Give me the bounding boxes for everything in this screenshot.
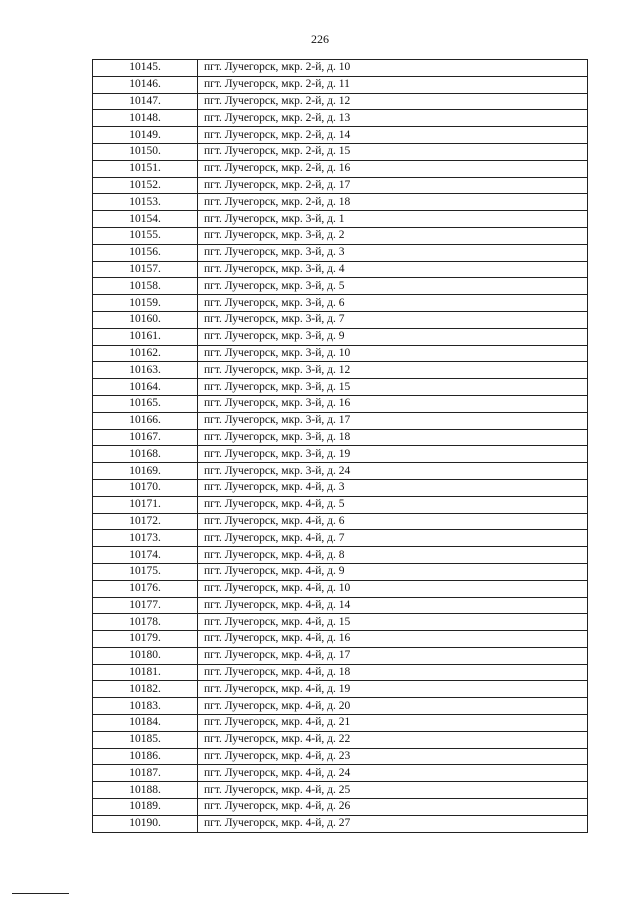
table-row (93, 93, 588, 110)
address-cell: пгт. Лучегорск, мкр. 3-й, д. 5 (198, 278, 588, 295)
row-number-cell: 10187. (93, 765, 198, 782)
table-row (93, 799, 588, 816)
row-number-cell: 10154. (93, 211, 198, 228)
address-cell: пгт. Лучегорск, мкр. 4-й, д. 17 (198, 647, 588, 664)
row-number-cell: 10162. (93, 345, 198, 362)
address-cell: пгт. Лучегорск, мкр. 3-й, д. 4 (198, 261, 588, 278)
address-cell: пгт. Лучегорск, мкр. 3-й, д. 10 (198, 345, 588, 362)
table-row (93, 194, 588, 211)
row-number-cell: 10176. (93, 580, 198, 597)
table-row (93, 76, 588, 93)
row-number-cell: 10182. (93, 681, 198, 698)
row-number-cell: 10170. (93, 479, 198, 496)
address-cell: пгт. Лучегорск, мкр. 4-й, д. 20 (198, 698, 588, 715)
address-cell: пгт. Лучегорск, мкр. 3-й, д. 3 (198, 244, 588, 261)
row-number-cell: 10169. (93, 463, 198, 480)
address-cell: пгт. Лучегорск, мкр. 3-й, д. 7 (198, 311, 588, 328)
table-row (93, 110, 588, 127)
row-number-cell: 10173. (93, 530, 198, 547)
row-number-cell: 10177. (93, 597, 198, 614)
table-row (93, 647, 588, 664)
address-cell: пгт. Лучегорск, мкр. 2-й, д. 14 (198, 127, 588, 144)
address-cell: пгт. Лучегорск, мкр. 4-й, д. 26 (198, 799, 588, 816)
table-body (93, 60, 588, 833)
row-number-cell: 10159. (93, 295, 198, 312)
row-number-cell: 10157. (93, 261, 198, 278)
row-number-cell: 10150. (93, 143, 198, 160)
address-cell: пгт. Лучегорск, мкр. 3-й, д. 17 (198, 412, 588, 429)
table-row (93, 446, 588, 463)
table-row (93, 261, 588, 278)
table-row (93, 412, 588, 429)
address-cell: пгт. Лучегорск, мкр. 4-й, д. 19 (198, 681, 588, 698)
address-cell: пгт. Лучегорск, мкр. 4-й, д. 15 (198, 614, 588, 631)
table-row (93, 177, 588, 194)
row-number-cell: 10146. (93, 76, 198, 93)
row-number-cell: 10184. (93, 715, 198, 732)
row-number-cell: 10172. (93, 513, 198, 530)
address-cell: пгт. Лучегорск, мкр. 3-й, д. 2 (198, 227, 588, 244)
row-number-cell: 10164. (93, 379, 198, 396)
row-number-cell: 10186. (93, 748, 198, 765)
address-cell: пгт. Лучегорск, мкр. 2-й, д. 18 (198, 194, 588, 211)
address-cell: пгт. Лучегорск, мкр. 4-й, д. 5 (198, 496, 588, 513)
table-row (93, 160, 588, 177)
table-row (93, 127, 588, 144)
row-number-cell: 10183. (93, 698, 198, 715)
address-cell: пгт. Лучегорск, мкр. 3-й, д. 18 (198, 429, 588, 446)
row-number-cell: 10152. (93, 177, 198, 194)
table-row (93, 463, 588, 480)
row-number-cell: 10166. (93, 412, 198, 429)
address-cell: пгт. Лучегорск, мкр. 3-й, д. 16 (198, 395, 588, 412)
table-row (93, 496, 588, 513)
table-row (93, 698, 588, 715)
row-number-cell: 10151. (93, 160, 198, 177)
footnote-divider (12, 893, 69, 894)
row-number-cell: 10149. (93, 127, 198, 144)
table-row (93, 765, 588, 782)
table-row (93, 513, 588, 530)
table-row (93, 395, 588, 412)
address-cell: пгт. Лучегорск, мкр. 4-й, д. 7 (198, 530, 588, 547)
row-number-cell: 10147. (93, 93, 198, 110)
table-row (93, 311, 588, 328)
row-number-cell: 10167. (93, 429, 198, 446)
address-cell: пгт. Лучегорск, мкр. 2-й, д. 16 (198, 160, 588, 177)
table-row (93, 547, 588, 564)
address-register-table (92, 59, 588, 833)
address-cell: пгт. Лучегорск, мкр. 3-й, д. 6 (198, 295, 588, 312)
table-row (93, 379, 588, 396)
table-row (93, 227, 588, 244)
row-number-cell: 10160. (93, 311, 198, 328)
row-number-cell: 10175. (93, 563, 198, 580)
row-number-cell: 10189. (93, 799, 198, 816)
table-row (93, 530, 588, 547)
table-row (93, 580, 588, 597)
address-cell: пгт. Лучегорск, мкр. 4-й, д. 23 (198, 748, 588, 765)
address-cell: пгт. Лучегорск, мкр. 2-й, д. 11 (198, 76, 588, 93)
address-cell: пгт. Лучегорск, мкр. 4-й, д. 18 (198, 664, 588, 681)
address-cell: пгт. Лучегорск, мкр. 2-й, д. 10 (198, 60, 588, 77)
table-row (93, 345, 588, 362)
address-cell: пгт. Лучегорск, мкр. 4-й, д. 3 (198, 479, 588, 496)
address-cell: пгт. Лучегорск, мкр. 4-й, д. 27 (198, 815, 588, 832)
address-cell: пгт. Лучегорск, мкр. 4-й, д. 6 (198, 513, 588, 530)
address-cell: пгт. Лучегорск, мкр. 4-й, д. 10 (198, 580, 588, 597)
address-cell: пгт. Лучегорск, мкр. 4-й, д. 14 (198, 597, 588, 614)
table-row (93, 563, 588, 580)
table-row (93, 278, 588, 295)
row-number-cell: 10155. (93, 227, 198, 244)
table-row (93, 731, 588, 748)
address-cell: пгт. Лучегорск, мкр. 3-й, д. 15 (198, 379, 588, 396)
address-cell: пгт. Лучегорск, мкр. 3-й, д. 1 (198, 211, 588, 228)
table-row (93, 295, 588, 312)
address-cell: пгт. Лучегорск, мкр. 3-й, д. 24 (198, 463, 588, 480)
table-row (93, 244, 588, 261)
row-number-cell: 10163. (93, 362, 198, 379)
row-number-cell: 10190. (93, 815, 198, 832)
table-row (93, 748, 588, 765)
address-cell: пгт. Лучегорск, мкр. 3-й, д. 9 (198, 328, 588, 345)
address-cell: пгт. Лучегорск, мкр. 4-й, д. 9 (198, 563, 588, 580)
address-cell: пгт. Лучегорск, мкр. 4-й, д. 16 (198, 631, 588, 648)
page-number: 226 (311, 32, 329, 46)
table-row (93, 429, 588, 446)
table-row (93, 211, 588, 228)
row-number-cell: 10158. (93, 278, 198, 295)
row-number-cell: 10156. (93, 244, 198, 261)
address-cell: пгт. Лучегорск, мкр. 2-й, д. 17 (198, 177, 588, 194)
table-row (93, 328, 588, 345)
table-row (93, 143, 588, 160)
table-row (93, 782, 588, 799)
table-row (93, 815, 588, 832)
row-number-cell: 10153. (93, 194, 198, 211)
table-row (93, 631, 588, 648)
row-number-cell: 10185. (93, 731, 198, 748)
address-cell: пгт. Лучегорск, мкр. 4-й, д. 24 (198, 765, 588, 782)
table-row (93, 479, 588, 496)
row-number-cell: 10171. (93, 496, 198, 513)
row-number-cell: 10168. (93, 446, 198, 463)
table-row (93, 362, 588, 379)
address-cell: пгт. Лучегорск, мкр. 4-й, д. 25 (198, 782, 588, 799)
row-number-cell: 10181. (93, 664, 198, 681)
address-cell: пгт. Лучегорск, мкр. 4-й, д. 21 (198, 715, 588, 732)
table-row (93, 614, 588, 631)
row-number-cell: 10174. (93, 547, 198, 564)
table-row (93, 60, 588, 77)
address-cell: пгт. Лучегорск, мкр. 3-й, д. 19 (198, 446, 588, 463)
table-row (93, 681, 588, 698)
table-row (93, 597, 588, 614)
row-number-cell: 10178. (93, 614, 198, 631)
row-number-cell: 10148. (93, 110, 198, 127)
row-number-cell: 10165. (93, 395, 198, 412)
row-number-cell: 10188. (93, 782, 198, 799)
address-cell: пгт. Лучегорск, мкр. 2-й, д. 15 (198, 143, 588, 160)
table-row (93, 664, 588, 681)
address-cell: пгт. Лучегорск, мкр. 3-й, д. 12 (198, 362, 588, 379)
row-number-cell: 10145. (93, 60, 198, 77)
row-number-cell: 10179. (93, 631, 198, 648)
address-cell: пгт. Лучегорск, мкр. 4-й, д. 8 (198, 547, 588, 564)
row-number-cell: 10161. (93, 328, 198, 345)
table-row (93, 715, 588, 732)
address-cell: пгт. Лучегорск, мкр. 2-й, д. 12 (198, 93, 588, 110)
address-cell: пгт. Лучегорск, мкр. 2-й, д. 13 (198, 110, 588, 127)
row-number-cell: 10180. (93, 647, 198, 664)
address-cell: пгт. Лучегорск, мкр. 4-й, д. 22 (198, 731, 588, 748)
